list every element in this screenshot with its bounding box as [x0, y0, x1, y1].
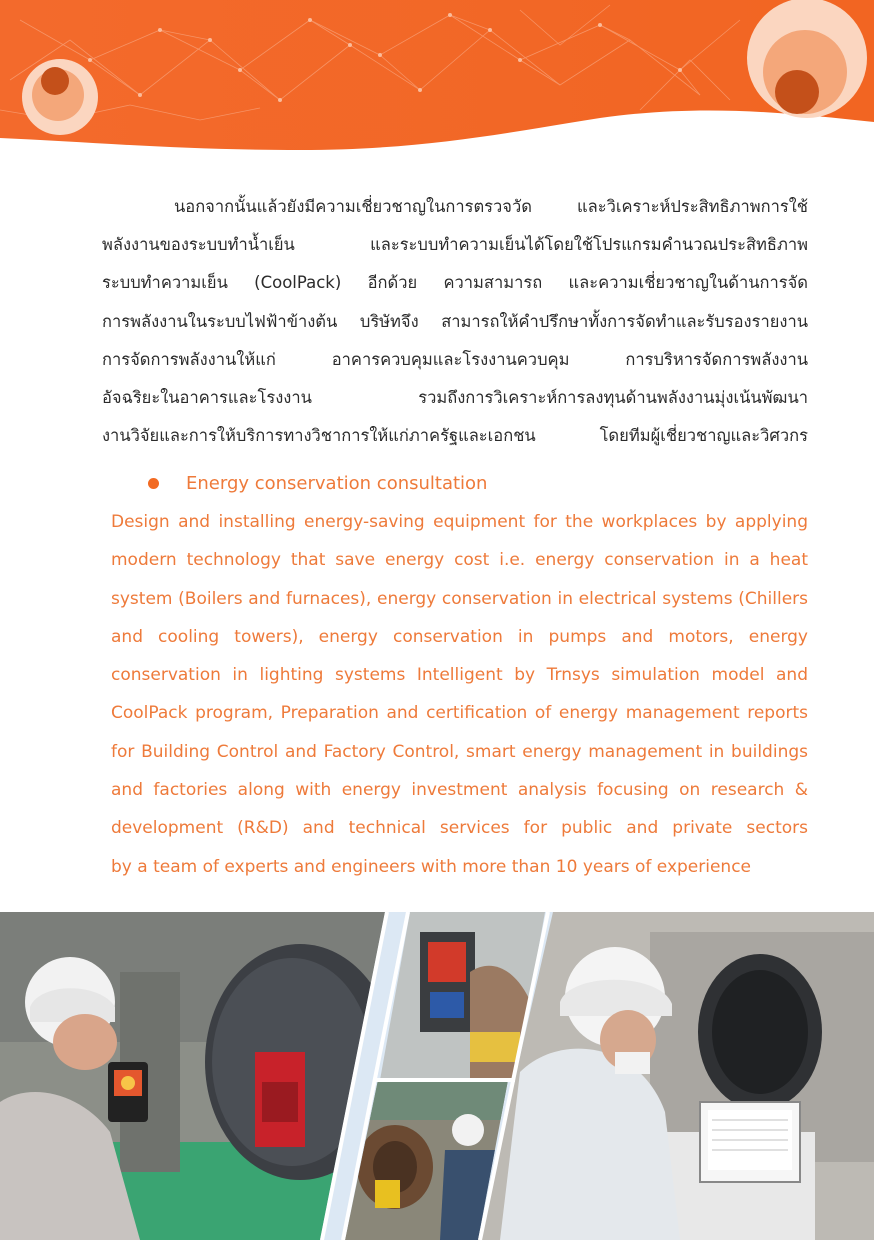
english-line: and cooling towers), energy conservation in pumps and motors, energy: [111, 626, 808, 647]
english-line: development (R&D) and technical services for public and private sectors: [111, 818, 808, 839]
thai-line: อัจฉริยะในอาคารและโรงงาน รวมถึงการวิเคราะห์การลงทุนด้านพลังงานมุ่งเน้นพัฒนา: [102, 387, 808, 407]
english-line: CoolPack program, Preparation and certification of energy management reports: [111, 703, 808, 724]
decor-circles-left: [22, 59, 98, 135]
english-line: and factories along with energy investment analysis focusing on research &: [111, 780, 808, 801]
photo-collage: [0, 912, 874, 1240]
decor-circles-right: [747, 0, 867, 118]
thai-line: งานวิจัยและการให้บริการทางวิชาการให้แก่ภาครัฐและเอกชน โดยทีมผู้เชี่ยวชาญและวิศวกร: [102, 426, 808, 446]
english-line: system (Boilers and furnaces), energy conservation in electrical systems (Chillers: [111, 588, 808, 609]
english-line: for Building Control and Factory Control, smart energy management in buildings: [111, 741, 808, 762]
bullet-title: Energy conservation consultation: [186, 472, 488, 494]
thai-line: การพลังงานในระบบไฟฟ้าข้างต้น บริษัทจึง สามารถให้คำปรึกษาทั้งการจัดทำและรับรองรายงาน: [102, 311, 808, 331]
english-paragraph: [111, 503, 808, 886]
english-line: by a team of experts and engineers with more than 10 years of experience: [111, 856, 752, 877]
thai-line: การจัดการพลังงานให้แก่ อาคารควบคุมและโรงงานควบคุม การบริหารจัดการพลังงาน: [102, 349, 808, 369]
thai-line: พลังงานของระบบทำน้ำเย็น และระบบทำความเย็นได้โดยใช้โปรแกรมคำนวณประสิทธิภาพ: [102, 235, 808, 255]
english-line: conservation in lighting systems Intelligent by Trnsys simulation model and: [111, 665, 808, 686]
thai-line: ระบบทำความเย็น (CoolPack) อีกด้วย ความสามารถ และความเชี่ยวชาญในด้านการจัด: [102, 273, 808, 293]
thai-paragraph: [102, 188, 808, 455]
english-line: modern technology that save energy cost i.e. energy conservation in a heat: [111, 550, 808, 571]
header-banner: [0, 0, 874, 160]
english-line: Design and installing energy-saving equipment for the workplaces by applying: [111, 512, 808, 532]
thai-line: นอกจากนั้นแล้วยังมีความเชี่ยวชาญในการตรวจวัด และวิเคราะห์ประสิทธิภาพการใช้: [174, 197, 808, 216]
bullet-item: [148, 468, 487, 498]
bullet-dot-icon: [148, 478, 159, 489]
